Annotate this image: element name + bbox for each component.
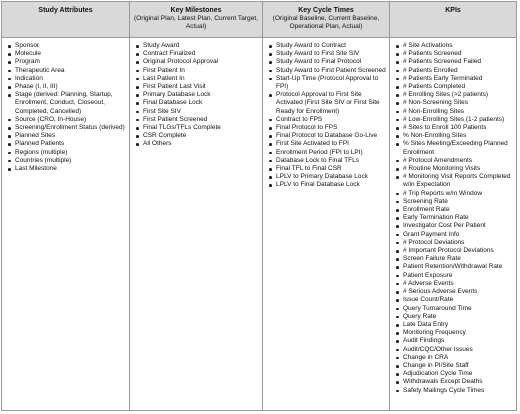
list-item: Grant Payment Info [395, 231, 514, 239]
list-item: Patient Retention/Withdrawal Rate [395, 263, 514, 271]
list-item: Study Award to First Site SIV [268, 50, 387, 58]
list-item: # Patients Enrolled [395, 67, 514, 75]
list-item: # Patients Screened Failed [395, 58, 514, 66]
list-item: Planned Patients [7, 140, 127, 148]
list-item: # Routine Monitoring Visits [395, 165, 514, 173]
list-item: # Enrolling Sites (>2 patients) [395, 91, 514, 99]
list-item: % Non-Enrolling Sites [395, 132, 514, 140]
list-item: LPLV to Primary Database Lock [268, 173, 387, 181]
list-item: # Protocol Amendments [395, 157, 514, 165]
list-item: Query Turnaround Time [395, 305, 514, 313]
data-table [1, 1, 517, 411]
column-key-cycle-times [263, 38, 390, 410]
list-item: Enrollment Period (FPI to LPI) [268, 149, 387, 157]
list-item: # Patients Early Terminated [395, 75, 514, 83]
list-item: Last Milestone [7, 165, 127, 173]
list-item: # Patients Screened [395, 50, 514, 58]
list-item: Screening Rate [395, 198, 514, 206]
header-key-cycle-times [263, 2, 390, 38]
list-item: Planned Sites [7, 132, 127, 140]
list-item: # Protocol Deviations [395, 239, 514, 247]
column-subtitle: (Original Plan, Latest Plan, Current Target, Actual) [133, 15, 259, 30]
header-study-attributes [2, 2, 130, 38]
list-item: Therapeutic Area [7, 67, 127, 75]
header-kpis [390, 2, 516, 38]
list-item: Regions (multiple) [7, 149, 127, 157]
list-item: Final TLGs/TFLs Complete [135, 124, 260, 132]
list-item: First Site Activated to FPI [268, 140, 387, 148]
list-item: Original Protocol Approval [135, 58, 260, 66]
list-item: Change in PI/Site Staff [395, 362, 514, 370]
list-item: Early Termination Rate [395, 214, 514, 222]
list-item: Investigator Cost Per Patient [395, 222, 514, 230]
list-item: # Serious Adverse Events [395, 288, 514, 296]
list-item: Final Database Lock [135, 99, 260, 107]
list-item: # Site Activations [395, 42, 514, 50]
list-item: Contract to FPS [268, 116, 387, 124]
list-item: Screen Failure Rate [395, 255, 514, 263]
list-item: Withdrawals Except Deaths [395, 378, 514, 386]
list-item: # Low-Enrolling Sites (1-2 patients) [395, 116, 514, 124]
bullet-list [390, 38, 516, 395]
list-item: % Sites Meeting/Exceeding Planned Enrollment [395, 140, 514, 156]
column-title: KPIs [445, 7, 461, 14]
list-item: CSR Complete [135, 132, 260, 140]
list-item: Final Protocol to FPS [268, 124, 387, 132]
list-item: Study Award to First Patient Screened [268, 67, 387, 75]
list-item: # Non-Enrolling Sites [395, 108, 514, 116]
list-item: Stage (derived: Planning, Startup, Enrollment, Conduct, Closeout, Completed, Cancelled) [7, 91, 127, 116]
list-item: Enrollment Rate [395, 206, 514, 214]
list-item: Final Protocol to Database Go-Live [268, 132, 387, 140]
list-item: Issue Count/Rate [395, 296, 514, 304]
list-item: Study Award [135, 42, 260, 50]
list-item: First Patient Screened [135, 116, 260, 124]
list-item: All Others [135, 140, 260, 148]
list-item: LPLV to Final Database Lock [268, 181, 387, 189]
list-item: Database Lock to Final TFLs [268, 157, 387, 165]
list-item: Primary Database Lock [135, 91, 260, 99]
list-item: Audit Findings [395, 337, 514, 345]
list-item: Indication [7, 75, 127, 83]
list-item: Query Rate [395, 313, 514, 321]
list-item: Start-Up Time (Protocol Approval to FPI) [268, 75, 387, 91]
column-subtitle: (Original Baseline, Current Baseline, Operational Plan, Actual) [272, 15, 380, 30]
list-item: First Site SIV [135, 108, 260, 116]
list-item: Patient Exposure [395, 272, 514, 280]
list-item: Countries (multiple) [7, 157, 127, 165]
column-title: Key Milestones [170, 7, 222, 14]
list-item: Audit/CQC/Other Issues [395, 346, 514, 354]
list-item: Last Patient In [135, 75, 260, 83]
list-item: # Sites to Enroll 100 Patients [395, 124, 514, 132]
bullet-list [130, 38, 262, 149]
list-item: Study Award to Contract [268, 42, 387, 50]
column-title: Study Attributes [38, 7, 93, 14]
list-item: # Trip Reports w/in Window [395, 190, 514, 198]
list-item: Source (CRO, In-House) [7, 116, 127, 124]
header-key-milestones [130, 2, 263, 38]
list-item: Screening/Enrollment Status (derived) [7, 124, 127, 132]
column-title: Key Cycle Times [298, 7, 354, 14]
bullet-list [263, 38, 389, 190]
list-item: # Important Protocol Deviations [395, 247, 514, 255]
list-item: Late Data Entry [395, 321, 514, 329]
list-item: # Adverse Events [395, 280, 514, 288]
list-item: Change in CRA [395, 354, 514, 362]
list-item: Adjudication Cycle Time [395, 370, 514, 378]
bullet-list [2, 38, 129, 173]
list-item: First Patient In [135, 67, 260, 75]
list-item: # Patients Completed [395, 83, 514, 91]
list-item: Protocol Approval to First Site Activated (First Site SIV or First Site Ready for Enrollment) [268, 91, 387, 116]
column-kpis [390, 38, 516, 410]
list-item: Final TFL to Final CSR [268, 165, 387, 173]
column-study-attributes [2, 38, 130, 410]
list-item: # Non-Screening Sites [395, 99, 514, 107]
list-item: # Monitoring Visit Reports Completed w/in Expectation [395, 173, 514, 189]
list-item: Safety Mailings Cycle Times [395, 387, 514, 395]
list-item: Phase (I, II, III) [7, 83, 127, 91]
list-item: Contract Finalized [135, 50, 260, 58]
list-item: Molecule [7, 50, 127, 58]
list-item: Monitoring Frequency [395, 329, 514, 337]
list-item: First Patient Last Visit [135, 83, 260, 91]
list-item: Study Award to Final Protocol [268, 58, 387, 66]
column-key-milestones [130, 38, 263, 410]
list-item: Program [7, 58, 127, 66]
list-item: Sponsor [7, 42, 127, 50]
